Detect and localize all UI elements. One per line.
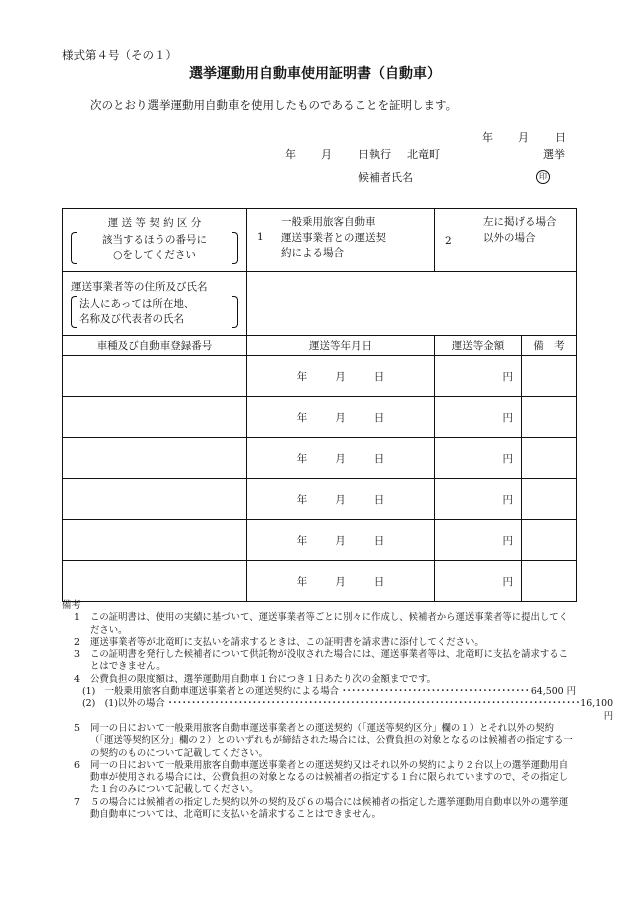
limit-row: (1) 一般乗用旅客自動車運送事業者との運送契約による場合 ････････････････････････････････････････ 64,500 円 <box>82 686 576 698</box>
day-label: 日 <box>373 411 385 424</box>
operator-label-cell <box>63 272 247 336</box>
amount-field[interactable] <box>435 479 522 520</box>
note-item: 5 同一の日において一般乗用旅客自動車運送事業者との運送契約（「運送等契約区分」欄の１）とそれ以外の契約（「運送等契約区分」欄の２）とのいずれもが締結された場合には、公費負担の対象となるのは候補者の指定する一の契約のものについて記載してください。 <box>74 722 573 759</box>
table-row <box>63 397 577 438</box>
election-label: 選挙 <box>543 148 565 161</box>
note-item: 1 この証明書は、使用の実績に基づいて、運送事業者等ごとに別々に作成し、候補者から運送事業者等に提出してください。 <box>74 612 568 636</box>
day-label: 日 <box>373 534 385 547</box>
operator-instruction-line-2: 名称及び代表者の氏名 <box>79 312 184 325</box>
note-item: 7 ５の場合には候補者の指定した契約以外の契約及び６の場合には候補者の指定した選挙運動用自動車以外の選挙運動自動車については、北竜町に支払いを請求することはできません。 <box>74 796 569 821</box>
year-label: 年 <box>296 370 308 383</box>
note-item: 2 運送事業者等が北竜町に支払いを請求するときは、この証明書を請求書に添付してください。 <box>74 636 484 648</box>
operator-label: 運送事業者等の住所及び氏名 <box>71 280 208 293</box>
seal-mark: 印 <box>536 170 550 184</box>
remarks-field[interactable] <box>522 356 577 397</box>
vehicle-field[interactable] <box>63 438 247 479</box>
table-row <box>63 479 577 520</box>
limit-row: (2) (1)以外の場合 ････････････････････････････････････････････････････････････････････････････････････････ 16,100 円 <box>82 698 614 722</box>
election-year-label: 年 <box>285 148 296 161</box>
date-field[interactable] <box>247 561 435 602</box>
election-month-label: 月 <box>321 148 332 161</box>
date-field[interactable] <box>247 356 435 397</box>
contract-option-1-line-2: 運送事業者との運送契 <box>281 231 386 244</box>
vehicle-field[interactable] <box>63 356 247 397</box>
month-label: 月 <box>335 452 346 465</box>
yen-label: 円 <box>502 534 513 547</box>
table-row <box>63 561 577 602</box>
amount-field[interactable] <box>435 438 522 479</box>
vehicle-field[interactable] <box>63 479 247 520</box>
contract-instruction-line-1: 該当するほうの番号に <box>102 234 207 246</box>
col-header-vehicle: 車種及び自動車登録番号 <box>63 336 247 356</box>
contract-option-2-cell[interactable] <box>435 209 577 272</box>
contract-option-1-line-1: 一般乗用旅客自動車 <box>281 216 376 228</box>
issue-year-label: 年 <box>482 131 493 144</box>
remarks-field[interactable] <box>522 438 577 479</box>
col-header-remarks: 備 考 <box>522 336 577 356</box>
date-field[interactable] <box>247 397 435 438</box>
year-label: 年 <box>296 452 308 465</box>
form-number: 様式第４号（その１） <box>62 48 177 62</box>
note-item: 4 公費負担の限度額は、選挙運動用自動車１台につき１日あたり次の金額までです。 <box>74 673 436 685</box>
remarks-field[interactable] <box>522 561 577 602</box>
certificate-table <box>62 208 577 602</box>
operator-instruction <box>71 296 238 328</box>
election-day-label: 日執行 <box>358 148 391 161</box>
contract-option-1-line-3: 約による場合 <box>281 247 344 259</box>
amount-field[interactable] <box>435 397 522 438</box>
month-label: 月 <box>335 493 346 506</box>
yen-label: 円 <box>502 452 513 465</box>
date-field[interactable] <box>247 479 435 520</box>
day-label: 日 <box>373 452 385 465</box>
col-header-date: 運送等年月日 <box>247 336 435 356</box>
amount-field[interactable] <box>435 561 522 602</box>
notes-heading: 備考 <box>62 600 81 611</box>
amount-field[interactable] <box>435 356 522 397</box>
contract-instruction-line-2: ○をしてください <box>113 249 196 261</box>
certification-statement: 次のとおり選挙運動用自動車を使用したものであることを証明します。 <box>90 98 458 112</box>
contract-type-instruction <box>71 232 238 264</box>
year-label: 年 <box>296 575 308 588</box>
col-header-amount: 運送等金額 <box>435 336 522 356</box>
month-label: 月 <box>335 370 346 383</box>
month-label: 月 <box>335 411 346 424</box>
contract-option-2-line-1: 左に掲げる場合 <box>483 216 557 228</box>
day-label: 日 <box>373 575 385 588</box>
day-label: 日 <box>373 493 385 506</box>
operator-instruction-line-1: 法人にあっては所在地、 <box>79 297 195 310</box>
yen-label: 円 <box>502 370 513 383</box>
contract-option-2-line-2: 以外の場合 <box>483 231 536 244</box>
month-label: 月 <box>335 575 346 588</box>
operator-address-name-field[interactable] <box>247 272 577 336</box>
date-field[interactable] <box>247 520 435 561</box>
page-title: 選挙運動用自動車使用証明書（自動車） <box>189 66 441 82</box>
contract-option-1-cell[interactable] <box>247 209 435 272</box>
remarks-notes <box>62 600 614 821</box>
date-field[interactable] <box>247 438 435 479</box>
remarks-field[interactable] <box>522 397 577 438</box>
vehicle-field[interactable] <box>63 561 247 602</box>
candidate-name-label: 候補者氏名 <box>358 171 413 184</box>
table-row <box>63 520 577 561</box>
amount-field[interactable] <box>435 520 522 561</box>
vehicle-field[interactable] <box>63 397 247 438</box>
remarks-field[interactable] <box>522 520 577 561</box>
month-label: 月 <box>335 534 346 547</box>
issue-day-label: 日 <box>555 131 566 144</box>
vehicle-field[interactable] <box>63 520 247 561</box>
contract-type-label-cell <box>63 209 247 272</box>
year-label: 年 <box>296 493 308 506</box>
contract-type-label: 運 送 等 契 約 区 分 <box>107 217 202 229</box>
remarks-field[interactable] <box>522 479 577 520</box>
yen-label: 円 <box>502 411 513 424</box>
day-label: 日 <box>373 370 385 383</box>
town-name: 北竜町 <box>407 148 440 161</box>
table-row <box>63 438 577 479</box>
contract-option-2-number[interactable]: 2 <box>445 235 452 247</box>
yen-label: 円 <box>502 575 513 588</box>
year-label: 年 <box>296 411 308 424</box>
yen-label: 円 <box>502 493 513 506</box>
year-label: 年 <box>296 534 308 547</box>
note-item: 6 同一の日において一般乗用旅客自動車運送事業者との運送契約又はそれ以外の契約により２台以上の選挙運動用自動車が使用される場合には、公費負担の対象となるのは候補者の指定する１台に限られていますので、その指定した１台のみについて記載してください。 <box>74 759 569 796</box>
contract-option-1-number[interactable]: 1 <box>257 231 264 243</box>
note-item: 3 この証明書を発行した候補者について供託物が没収された場合には、運送事業者等は、北竜町に支払を請求することはできません。 <box>74 649 568 673</box>
table-row <box>63 356 577 397</box>
issue-month-label: 月 <box>518 131 529 144</box>
